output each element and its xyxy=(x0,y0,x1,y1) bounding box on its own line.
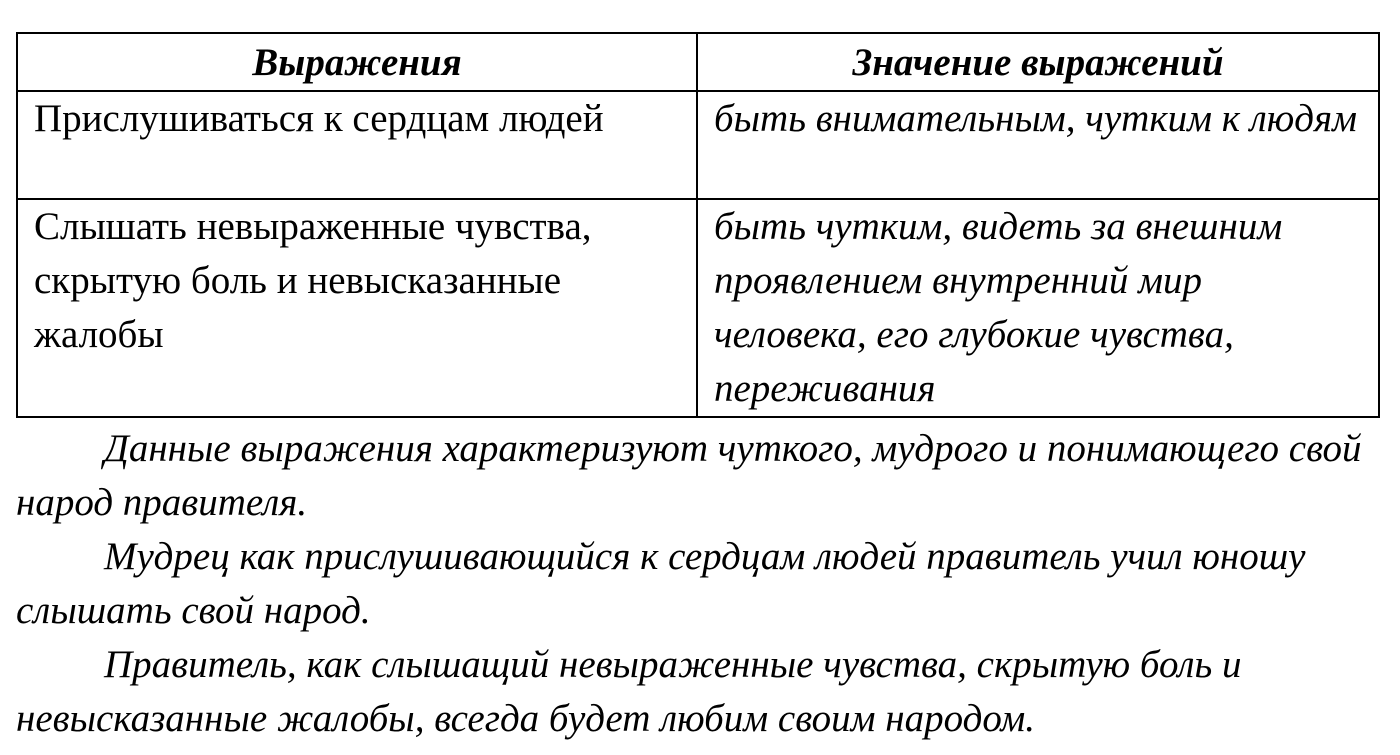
expressions-table xyxy=(16,32,1380,418)
meaning-cell: быть чутким, видеть за внешним проявлением внутренний мир человека, его глубокие чувства, переживания xyxy=(697,199,1379,417)
table-row xyxy=(17,91,1379,199)
document-page xyxy=(16,32,1378,746)
table-row xyxy=(17,199,1379,417)
paragraph: Данные выражения характеризуют чуткого, мудрого и понимающего свой народ правителя. xyxy=(16,427,1362,524)
table-header-row xyxy=(17,33,1379,91)
paragraph: Мудрец как прислушивающийся к сердцам людей правитель учил юношу слышать свой народ. xyxy=(16,535,1306,632)
header-expressions: Выражения xyxy=(17,33,697,91)
paragraph: Правитель, как слышащий невыраженные чувства, скрытую боль и невысказанные жалобы, всегда будет любим своим народом. xyxy=(16,643,1242,740)
expression-cell: Прислушиваться к сердцам людей xyxy=(17,91,697,199)
header-meaning: Значение выражений xyxy=(697,33,1379,91)
expression-cell: Слышать невыраженные чувства, скрытую боль и невысказанные жалобы xyxy=(17,199,697,417)
meaning-cell: быть внимательным, чутким к людям xyxy=(697,91,1379,199)
